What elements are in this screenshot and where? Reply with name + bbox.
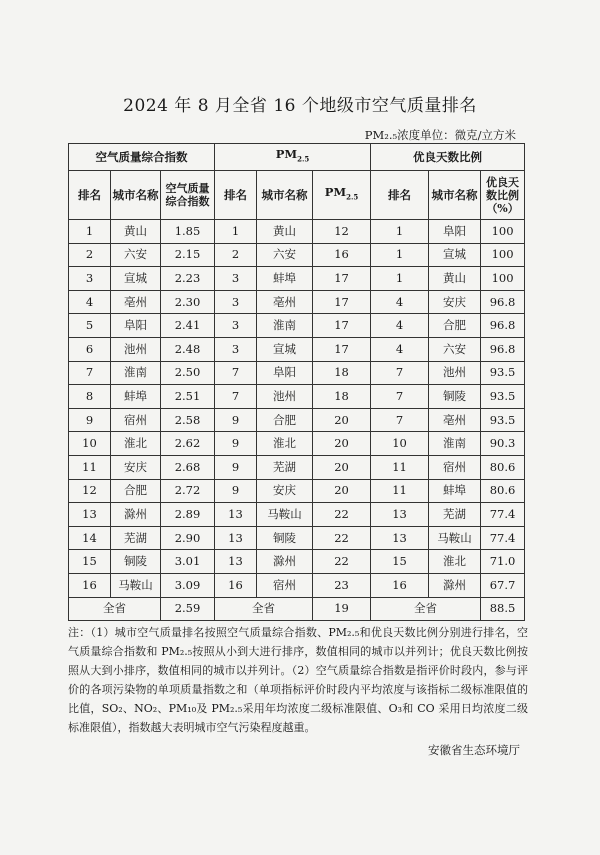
cell-good-value: 90.3	[481, 432, 525, 456]
cell-pm-rank: 2	[215, 243, 257, 267]
table-row	[69, 408, 525, 432]
cell-good-value: 80.6	[481, 455, 525, 479]
table-row	[69, 267, 525, 291]
cell-pm-rank: 3	[215, 290, 257, 314]
group-header-aqi: 空气质量综合指数	[69, 144, 215, 171]
cell-pm-rank: 1	[215, 220, 257, 244]
table-row-total	[69, 597, 525, 620]
cell-aqi-city: 池州	[111, 337, 161, 361]
unit-label: PM₂.₅浓度单位：微克/立方米	[364, 128, 516, 142]
cell-aqi-city: 黄山	[111, 220, 161, 244]
cell-good-city: 铜陵	[429, 385, 481, 409]
cell-aqi-value: 2.90	[161, 526, 215, 550]
cell-good-city: 马鞍山	[429, 526, 481, 550]
cell-pm-value: 18	[313, 361, 371, 385]
cell-pm-rank: 16	[215, 573, 257, 597]
table-row	[69, 243, 525, 267]
col-header-pm: $PM_{2.5}$	[313, 171, 371, 220]
cell-good-rank: 11	[371, 479, 429, 503]
cell-pm-value: 17	[313, 337, 371, 361]
cell-aqi-city: 合肥	[111, 479, 161, 503]
table-row	[69, 573, 525, 597]
cell-aqi-city: 六安	[111, 243, 161, 267]
cell-aqi-value: 2.50	[161, 361, 215, 385]
cell-pm-value: 20	[313, 455, 371, 479]
issuing-agency: 安徽省生态环境厅	[428, 743, 520, 757]
cell-aqi-city: 滁州	[111, 503, 161, 527]
cell-aqi-value: 2.89	[161, 503, 215, 527]
cell-pm-value: 18	[313, 385, 371, 409]
cell-pm-city: 滁州	[257, 550, 313, 574]
cell-pm-rank: 7	[215, 385, 257, 409]
cell-good-value: 80.6	[481, 479, 525, 503]
cell-good-rank: 1	[371, 267, 429, 291]
cell-pm-city: 六安	[257, 243, 313, 267]
total-good: 88.5	[481, 597, 525, 620]
cell-aqi-city: 淮北	[111, 432, 161, 456]
table-row	[69, 526, 525, 550]
group-header-good: 优良天数比例	[371, 144, 525, 171]
cell-pm-value: 17	[313, 314, 371, 338]
cell-pm-value: 22	[313, 550, 371, 574]
cell-aqi-value: 2.62	[161, 432, 215, 456]
cell-aqi-rank: 5	[69, 314, 111, 338]
cell-pm-value: 23	[313, 573, 371, 597]
cell-good-city: 黄山	[429, 267, 481, 291]
cell-aqi-city: 宿州	[111, 408, 161, 432]
table-row	[69, 550, 525, 574]
cell-pm-city: 淮南	[257, 314, 313, 338]
cell-good-value: 100	[481, 220, 525, 244]
cell-good-rank: 11	[371, 455, 429, 479]
cell-pm-city: 淮北	[257, 432, 313, 456]
cell-pm-value: 16	[313, 243, 371, 267]
table-row	[69, 290, 525, 314]
cell-good-value: 77.4	[481, 503, 525, 527]
cell-aqi-value: 2.41	[161, 314, 215, 338]
col-header-rank: 排名	[371, 171, 429, 220]
cell-aqi-value: 3.01	[161, 550, 215, 574]
cell-aqi-city: 安庆	[111, 455, 161, 479]
cell-good-value: 96.8	[481, 337, 525, 361]
cell-good-rank: 7	[371, 385, 429, 409]
col-header-city: 城市名称	[111, 171, 161, 220]
cell-pm-rank: 9	[215, 408, 257, 432]
total-label: 全省	[69, 597, 161, 620]
cell-aqi-city: 淮南	[111, 361, 161, 385]
cell-pm-rank: 13	[215, 550, 257, 574]
cell-pm-rank: 7	[215, 361, 257, 385]
cell-good-city: 蚌埠	[429, 479, 481, 503]
cell-aqi-rank: 11	[69, 455, 111, 479]
cell-pm-city: 亳州	[257, 290, 313, 314]
cell-pm-rank: 9	[215, 432, 257, 456]
cell-good-value: 93.5	[481, 408, 525, 432]
cell-aqi-rank: 9	[69, 408, 111, 432]
cell-pm-city: 合肥	[257, 408, 313, 432]
group-header-pm: $PM_{2.5}$	[215, 144, 371, 171]
cell-good-rank: 1	[371, 220, 429, 244]
cell-good-city: 宣城	[429, 243, 481, 267]
col-header-city: 城市名称	[257, 171, 313, 220]
cell-good-rank: 7	[371, 361, 429, 385]
cell-aqi-city: 亳州	[111, 290, 161, 314]
cell-pm-city: 蚌埠	[257, 267, 313, 291]
cell-good-city: 亳州	[429, 408, 481, 432]
cell-good-rank: 4	[371, 314, 429, 338]
total-aqi: 2.59	[161, 597, 215, 620]
cell-good-value: 100	[481, 267, 525, 291]
cell-pm-city: 黄山	[257, 220, 313, 244]
col-header-city: 城市名称	[429, 171, 481, 220]
cell-good-city: 阜阳	[429, 220, 481, 244]
cell-aqi-value: 2.68	[161, 455, 215, 479]
col-header-good-ratio: 优良天数比例（%）	[481, 171, 525, 220]
cell-good-rank: 7	[371, 408, 429, 432]
total-label: 全省	[371, 597, 481, 620]
cell-aqi-value: 2.72	[161, 479, 215, 503]
cell-good-rank: 13	[371, 503, 429, 527]
cell-aqi-rank: 10	[69, 432, 111, 456]
table-row	[69, 432, 525, 456]
cell-good-city: 安庆	[429, 290, 481, 314]
table-row	[69, 220, 525, 244]
cell-good-value: 93.5	[481, 385, 525, 409]
cell-pm-city: 芜湖	[257, 455, 313, 479]
cell-good-rank: 16	[371, 573, 429, 597]
cell-good-value: 96.8	[481, 290, 525, 314]
page-title: 2024 年 8 月全省 16 个地级市空气质量排名	[123, 96, 477, 116]
cell-pm-value: 17	[313, 267, 371, 291]
cell-good-city: 淮北	[429, 550, 481, 574]
cell-aqi-city: 阜阳	[111, 314, 161, 338]
cell-aqi-value: 1.85	[161, 220, 215, 244]
col-header-rank: 排名	[69, 171, 111, 220]
table-row	[69, 337, 525, 361]
cell-good-city: 淮南	[429, 432, 481, 456]
table-row	[69, 385, 525, 409]
cell-aqi-city: 蚌埠	[111, 385, 161, 409]
cell-aqi-value: 2.58	[161, 408, 215, 432]
cell-aqi-rank: 1	[69, 220, 111, 244]
cell-aqi-rank: 2	[69, 243, 111, 267]
cell-good-rank: 4	[371, 290, 429, 314]
table-body	[69, 220, 525, 598]
cell-aqi-rank: 12	[69, 479, 111, 503]
col-header-aqi-index: 空气质量综合指数	[161, 171, 215, 220]
cell-good-city: 池州	[429, 361, 481, 385]
table-row	[69, 314, 525, 338]
cell-aqi-value: 2.23	[161, 267, 215, 291]
cell-aqi-rank: 13	[69, 503, 111, 527]
cell-pm-city: 宿州	[257, 573, 313, 597]
cell-aqi-value: 2.51	[161, 385, 215, 409]
cell-aqi-rank: 15	[69, 550, 111, 574]
cell-aqi-value: 2.30	[161, 290, 215, 314]
cell-pm-value: 20	[313, 408, 371, 432]
cell-good-city: 宿州	[429, 455, 481, 479]
cell-aqi-rank: 6	[69, 337, 111, 361]
cell-aqi-value: 2.48	[161, 337, 215, 361]
cell-good-city: 芜湖	[429, 503, 481, 527]
cell-aqi-rank: 14	[69, 526, 111, 550]
table-row	[69, 361, 525, 385]
cell-good-rank: 15	[371, 550, 429, 574]
cell-good-city: 六安	[429, 337, 481, 361]
cell-aqi-rank: 8	[69, 385, 111, 409]
col-header-rank: 排名	[215, 171, 257, 220]
cell-good-value: 77.4	[481, 526, 525, 550]
cell-aqi-value: 2.15	[161, 243, 215, 267]
cell-aqi-rank: 4	[69, 290, 111, 314]
cell-aqi-rank: 3	[69, 267, 111, 291]
cell-pm-rank: 3	[215, 337, 257, 361]
cell-good-value: 93.5	[481, 361, 525, 385]
cell-good-city: 合肥	[429, 314, 481, 338]
cell-pm-rank: 9	[215, 479, 257, 503]
cell-aqi-city: 马鞍山	[111, 573, 161, 597]
cell-aqi-city: 芜湖	[111, 526, 161, 550]
cell-pm-city: 池州	[257, 385, 313, 409]
cell-pm-value: 12	[313, 220, 371, 244]
cell-pm-value: 17	[313, 290, 371, 314]
cell-good-city: 滁州	[429, 573, 481, 597]
cell-aqi-rank: 7	[69, 361, 111, 385]
table-row	[69, 479, 525, 503]
cell-good-rank: 4	[371, 337, 429, 361]
cell-aqi-city: 宣城	[111, 267, 161, 291]
cell-pm-value: 22	[313, 526, 371, 550]
cell-pm-value: 20	[313, 432, 371, 456]
cell-good-value: 71.0	[481, 550, 525, 574]
ranking-table	[68, 143, 525, 621]
cell-pm-city: 马鞍山	[257, 503, 313, 527]
cell-good-value: 67.7	[481, 573, 525, 597]
total-label: 全省	[215, 597, 313, 620]
cell-good-rank: 13	[371, 526, 429, 550]
cell-good-value: 100	[481, 243, 525, 267]
footnotes: 注：（1）城市空气质量排名按照空气质量综合指数、PM₂.₅和优良天数比例分别进行排名，空气质量综合指数和 PM₂.₅按照从小到大进行排序，数值相同的城市以并列计；优良天数比例按照从大到小排序，数值相同的城市以并列计。（2）空气质量综合指数是指评价时段内，参与评价的各项污染物的单项质量指数之和（单项指标评价时段内平均浓度与该指标二级标准限值的比值，SO₂、NO₂、PM₁₀及 PM₂.₅采用年均浓度二级标准限值、O₃和 CO 采用日均浓度二级标准限值），指数越大表明城市空气污染程度越重。	[68, 626, 528, 734]
cell-aqi-rank: 16	[69, 573, 111, 597]
cell-pm-city: 阜阳	[257, 361, 313, 385]
cell-pm-rank: 3	[215, 314, 257, 338]
cell-pm-rank: 9	[215, 455, 257, 479]
cell-good-value: 96.8	[481, 314, 525, 338]
cell-aqi-value: 3.09	[161, 573, 215, 597]
cell-pm-rank: 13	[215, 526, 257, 550]
cell-aqi-city: 铜陵	[111, 550, 161, 574]
cell-pm-city: 宣城	[257, 337, 313, 361]
table-row	[69, 503, 525, 527]
cell-pm-value: 22	[313, 503, 371, 527]
cell-pm-rank: 3	[215, 267, 257, 291]
total-pm: 19	[313, 597, 371, 620]
cell-good-rank: 10	[371, 432, 429, 456]
cell-good-rank: 1	[371, 243, 429, 267]
table-row	[69, 455, 525, 479]
cell-pm-city: 铜陵	[257, 526, 313, 550]
cell-pm-rank: 13	[215, 503, 257, 527]
cell-pm-value: 20	[313, 479, 371, 503]
cell-pm-city: 安庆	[257, 479, 313, 503]
